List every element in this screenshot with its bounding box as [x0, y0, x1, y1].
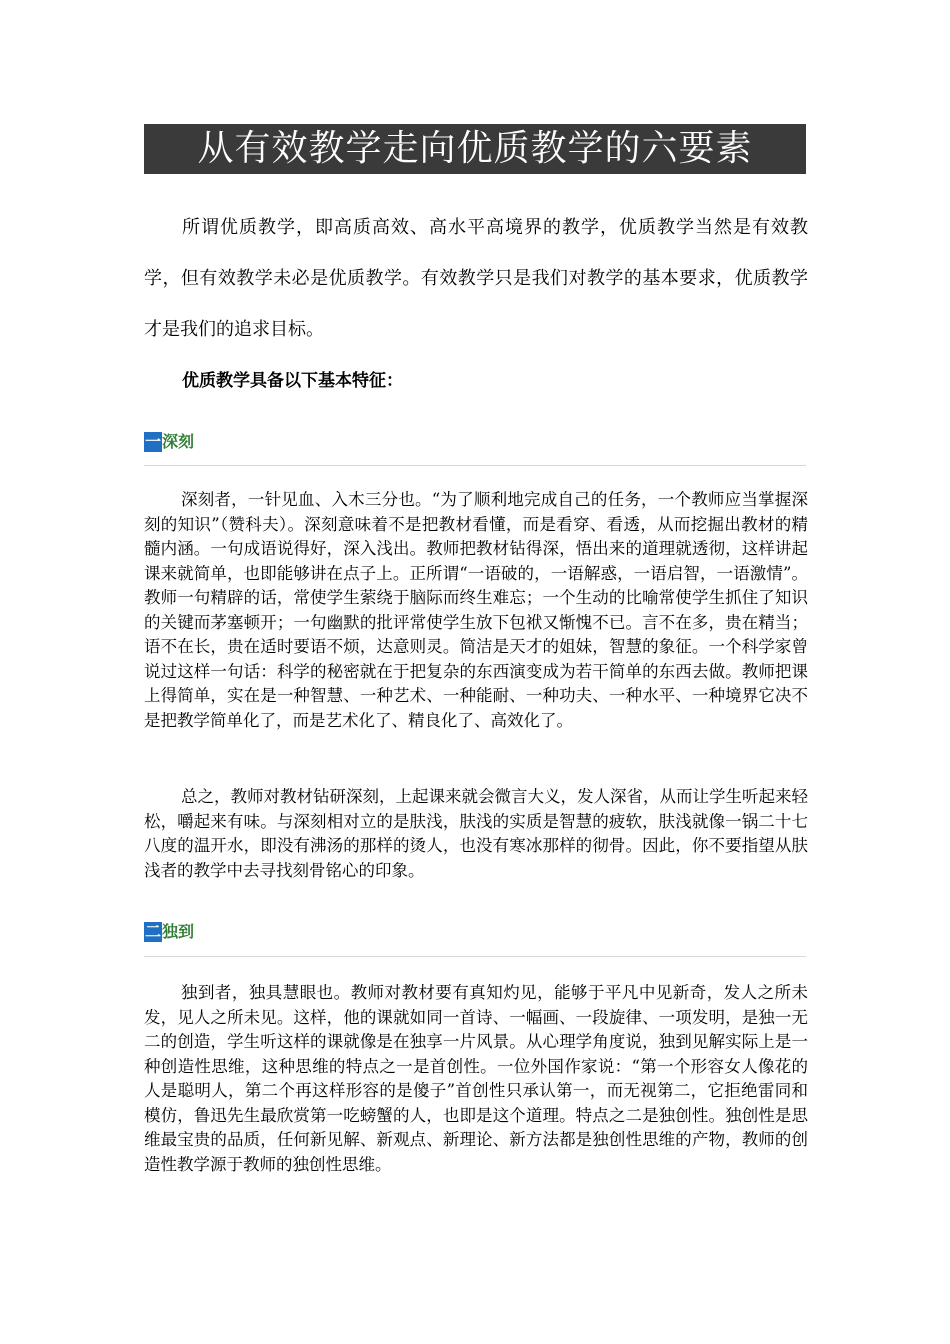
section-1-paragraph-1: 深刻者，一针见血、入木三分也。“为了顺利地完成自己的任务，一个教师应当掌握深刻的知识”（赞科夫）。深刻意味着不是把教材看懂，而是看穿、看透，从而挖掘出教材的精髓内涵。一句成语说得好，深入浅出。教师把教材钻得深，悟出来的道理就透彻，这样讲起课来就简单，也即能够讲在点子上。正所谓“一语破的，一语解惑，一语启智，一语激情”。教师一句精辟的话，常使学生萦绕于脑际而终生难忘；一个生动的比喻常使学生抓住了知识的关键而茅塞顿开；一句幽默的批评常使学生放下包袱又惭愧不已。言不在多，贵在精当；语不在长，贵在适时要语不烦，达意则灵。简洁是天才的姐妹，智慧的象征。一个科学家曾说过这样一句话：科学的秘密就在于把复杂的东西演变成为若干简单的东西去做。教师把课上得简单，实在是一种智慧、一种艺术、一种能耐、一种功夫、一种水平、一种境界它决不是把教学简单化了，而是艺术化了、精良化了、高效化了。: [144, 490, 808, 730]
section-divider-1: [144, 465, 806, 466]
features-heading: 优质教学具备以下基本特征：: [182, 371, 403, 391]
section-number-1: 一: [144, 432, 161, 451]
section-number-2: 二: [144, 922, 161, 941]
section-2-paragraph-1: 独到者，独具慧眼也。教师对教材要有真知灼见，能够于平凡中见新奇，发人之所未发，见人之所未见。这样，他的课就如同一首诗、一幅画、一段旋律、一项发明，是独一无二的创造，学生听这样的课就像是在独享一片风景。从心理学角度说，独到见解实际上是一种创造性思维，这种思维的特点之一是首创性。一位外国作家说：“第一个形容女人像花的人是聪明人，第二个再这样形容的是傻子”首创性只承认第一，而无视第二，它拒绝雷同和模仿，鲁迅先生最欣赏第一吃螃蟹的人，也即是这个道理。特点之二是独创性。独创性是思维最宝贵的品质，任何新见解、新观点、新理论、新方法都是独创性思维的产物，教师的创造性教学源于教师的独创性思维。: [144, 983, 808, 1174]
section-title-1: 深刻: [162, 432, 195, 451]
section-divider-2: [144, 956, 806, 957]
section-heading-2: [144, 920, 194, 944]
section-heading-1: [144, 430, 194, 454]
document-title: 从有效教学走向优质教学的六要素: [144, 124, 806, 174]
intro-paragraph: 所谓优质教学，即高质高效、高水平高境界的教学，优质教学当然是有效教学，但有效教学未必是优质教学。有效教学只是我们对教学的基本要求，优质教学才是我们的追求目标。: [144, 217, 808, 340]
section-title-2: 独到: [162, 922, 195, 941]
section-1-paragraph-2: 总之，教师对教材钻研深刻，上起课来就会微言大义，发人深省，从而让学生听起来轻松，嚼起来有味。与深刻相对立的是肤浅，肤浅的实质是智慧的疲软，肤浅就像一锅二十七八度的温开水，即没有沸汤的那样的烫人，也没有寒冰那样的彻骨。因此，你不要指望从肤浅者的教学中去寻找刻骨铭心的印象。: [144, 787, 808, 880]
